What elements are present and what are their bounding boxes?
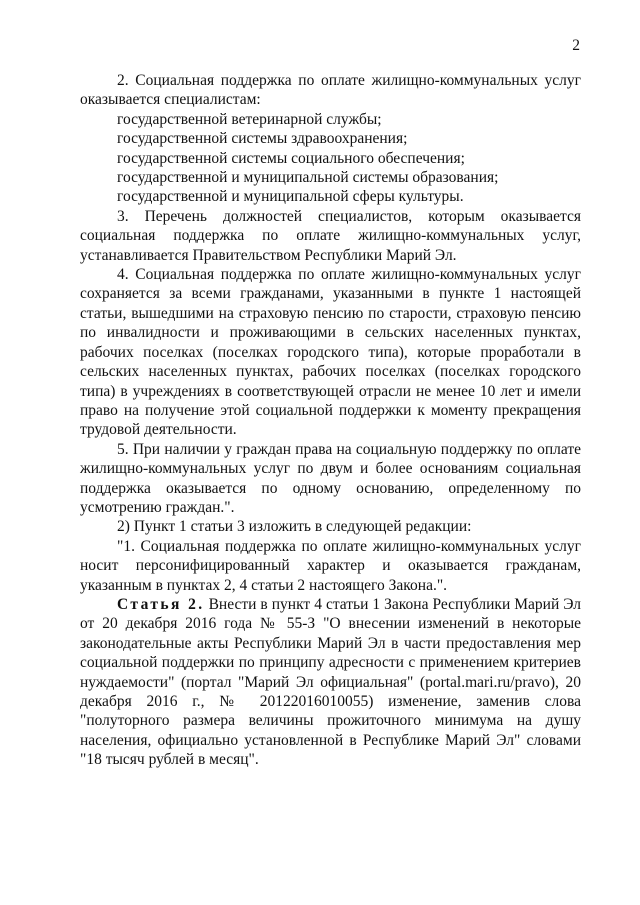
list-item: государственной и муниципальной сферы культуры. xyxy=(117,188,464,206)
article-2-paragraph xyxy=(80,595,581,770)
paragraph-2-intro: 2. Социальная поддержка по оплате жилищно-коммунальных услуг оказывается специалистам: xyxy=(80,72,581,109)
document-body xyxy=(80,71,581,770)
paragraph-5: 5. При наличии у граждан права на социальную поддержку по оплате жилищно-коммунальных услуг по двум и более основаниям социальная поддержка оказывается по одному основанию, определенному по усмотрению граждан.". xyxy=(80,440,581,516)
quoted-redaction: "1. Социальная поддержка по оплате жилищно-коммунальных услуг носит персонифицированный характер и оказывается гражданам, указанным в пунктах 2, 4 статьи 2 настоящего Закона.". xyxy=(80,537,581,594)
amendment-item-2: 2) Пункт 1 статьи 3 изложить в следующей редакции: xyxy=(117,518,472,536)
list-item: государственной ветеринарной службы; xyxy=(117,110,382,128)
list-item: государственной системы здравоохранения; xyxy=(117,130,408,148)
paragraph-3: 3. Перечень должностей специалистов, которым оказывается социальная поддержка по оплате жилищно-коммунальных услуг, устанавливается Правительством Республики Марий Эл. xyxy=(80,207,581,264)
page-number: 2 xyxy=(572,37,580,54)
paragraph-4: 4. Социальная поддержка по оплате жилищно-коммунальных услуг сохраняется за всеми гражданами, указанными в пункте 1 настоящей статьи, вышедшими на страховую пенсию по старости, страховую пенсию по инвалидности и проживающими в сельских населенных пунктах, рабочих поселках (поселках городского типа), которые проработали в сельских населенных пунктах, рабочих поселках (поселках городского типа) в учреждениях в соответствующей отрасли не менее 10 лет и имели право на получение этой социальной поддержки к моменту прекращения трудовой деятельности. xyxy=(80,266,581,439)
list-item: государственной системы социального обеспечения; xyxy=(117,149,465,167)
list-item: государственной и муниципальной системы образования; xyxy=(117,169,499,187)
article-2-text: Внести в пункт 4 статьи 1 Закона Республики Марий Эл от 20 декабря 2016 года № 55-З "О внесении изменений в некоторые законодательные акты Республики Марий Эл в части предоставления мер социальной поддержки по принципу адресности с применением критериев нуждаемости" (портал "Марий Эл официальная" (portal.mari.ru/pravo), 20 декабря 2016 г., № 20122016010055) изменение, заменив слова "полуторного размера величины прожиточного минимума на душу населения, официально установленной в Республике Марий Эл" словами "18 тысяч рублей в месяц". xyxy=(80,595,582,769)
article-2-heading: Статья 2. xyxy=(117,595,205,613)
